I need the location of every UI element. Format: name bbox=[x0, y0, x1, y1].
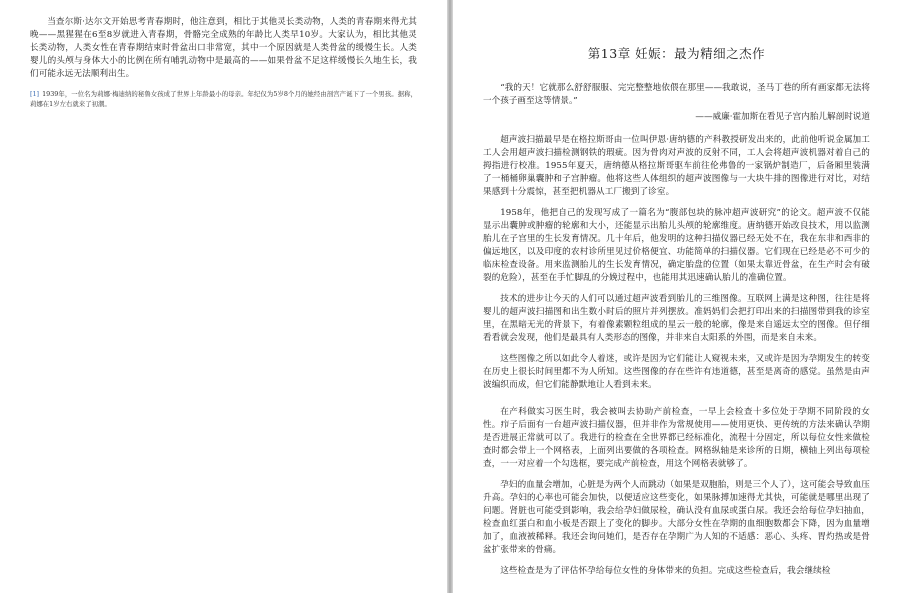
left-page bbox=[0, 0, 447, 593]
epigraph-quote: “我的天！它就那么舒舒服服、完完整整地依偎在那里——我敢说，圣马丁巷的所有画家都无法将一个孩子画至这等情景。” bbox=[483, 83, 870, 106]
body-paragraph: 在产科做实习医生时，我会被叫去协助产前检查，一早上会检查十多位处于孕期不同阶段的女性。疖子后面有一台超声波扫描仪器，但并非作为常规使用——使用更快、更传统的方法来确认孕期是否进展正常就可以了。我进行的检查在全世界都已经标准化，流程十分固定，所以每位女性来做检查时都会带上一个网格表，上面列出要做的各项检查。网格纵轴是来诊所的日期，横轴上列出每项检查，一一对应着一个勾选框，要完成产前检查，用这个网格表就够了。 bbox=[483, 407, 870, 469]
footnote-text: 1939年，一位名为莉娜·梅迪纳的秘鲁女孩成了世界上年龄最小的母亲。年纪仅为5岁8个月的她经由剖宫产诞下了一个男孩。据称，莉娜在1岁左右就来了初潮。 bbox=[30, 90, 417, 108]
body-paragraph: 1958年，他把自己的发现写成了一篇名为“腹部包块的脉冲超声波研究”的论文。超声波不仅能显示出囊肿或肿瘤的轮廓和大小，还能显示出胎儿头颅的轮廓维度。唐纳德开始改良技术，用以监测胎儿在子宫里的生长发育情况。几十年后，他发明的这种扫描仪器已经无处不在，我在东非和西非的偏远地区，以及印度的农村诊所里见过价格便宜、功能简单的扫描仪器。它们现在已经是必不可少的临床检查设备。用来监测胎儿的生长发育情况，确定胎盘的位置（如果太靠近骨盆，在生产时会有破裂的危险），甚至在手忙脚乱的分娩过程中，也能用其迅速确认胎儿的准确位置。 bbox=[483, 208, 870, 283]
body-paragraph: 这些检查是为了评估怀孕给每位女性的身体带来的负担。完成这些检查后，我会继续检 bbox=[500, 566, 831, 576]
body-paragraph: 技术的进步让今天的人们可以通过超声波看到胎儿的三维图像。互联网上满是这种图，往往是将婴儿的超声波扫描图和出生数小时后的照片并列摆放。准妈妈们会把打印出来的扫描图带到我的诊室里，在黑暗无光的背景下，有着像素颗粒组成的星云一般的轮廓，像是来自遥远太空的图像。但仔细看看就会发现，他们是最具有人类形态的图像，并非来自太阳系的外围，而是来自未来。 bbox=[483, 294, 870, 343]
body-paragraph: 超声波扫描最早是在格拉斯哥由一位叫伊恩·唐纳德的产科教授研发出来的，此前他听说金属加工工人会用超声波扫描检测钢铁的瑕疵。因为骨肉对声波的反射不同，工人会将超声波机器对着自己的拇指进行校准。1955年夏天，唐纳德从格拉斯哥驱车前往伦弗鲁的一家锅炉制造厂，后备厢里装满了一桶桶卵巢囊肿和子宫肿瘤。他将这些人体组织的超声波图像与一大块牛排的图像进行对比，对结果感到十分震惊，甚至把机器从工厂搬到了诊室。 bbox=[483, 135, 870, 197]
epigraph-attribution: ——威廉·霍加斯在看见子宫内胎儿解剖时说道 bbox=[695, 112, 870, 122]
body-paragraph: 这些图像之所以如此令人着迷，或许是因为它们能让人窥视未来，又或许是因为孕期发生的转变在历史上很长时间里都不为人所知。这些图像的存在些许有违道德，甚至是离奇的感觉。虽然是由声波编织而成，但它们能静默地让人看到未来。 bbox=[483, 354, 870, 390]
footnote bbox=[30, 90, 417, 109]
body-paragraph: 当查尔斯·达尔文开始思考青春期时，他注意到，相比于其他灵长类动物，人类的青春期来得尤其晚——黑猩猩在6至8岁就进入青春期，骨骼完全成熟的年龄比人类早10岁。大家认为，相比其他灵长类动物，人类女性在青春期结束时骨盆出口非常宽，其中一个原因就是人类骨盆的缓慢生长。人类婴儿的头颅与身体大小的比例在所有哺乳动物中是最高的——如果骨盆不足这样缓慢长久地生长，我们可能永远无法顺利出生。 bbox=[30, 17, 417, 79]
footnote-marker-link[interactable]: [1] bbox=[30, 90, 40, 98]
chapter-title: 第13章 妊娠：最为精细之杰作 bbox=[587, 46, 766, 61]
body-paragraph: 孕妇的血量会增加，心脏是为两个人而跳动（如果是双胞胎，则是三个人了），这可能会导致血压升高。孕妇的心率也可能会加快，以便适应这些变化，如果脉搏加速得尤其快，可能就是哪里出现了问题。肾脏也可能受到影响，我会给孕妇做尿检，确认没有血尿或蛋白尿。我还会给每位孕妇抽血，检查血红蛋白和血小板是否跟上了变化的脚步。大部分女性在孕期的血细胞数都会下降，因为血量增加了，血液被稀释。我还会询问她们，是否存在孕期广为人知的不适感：恶心、头疼、胃灼热或是骨盆扩张带来的骨痛。 bbox=[483, 480, 870, 555]
right-page bbox=[453, 0, 900, 593]
